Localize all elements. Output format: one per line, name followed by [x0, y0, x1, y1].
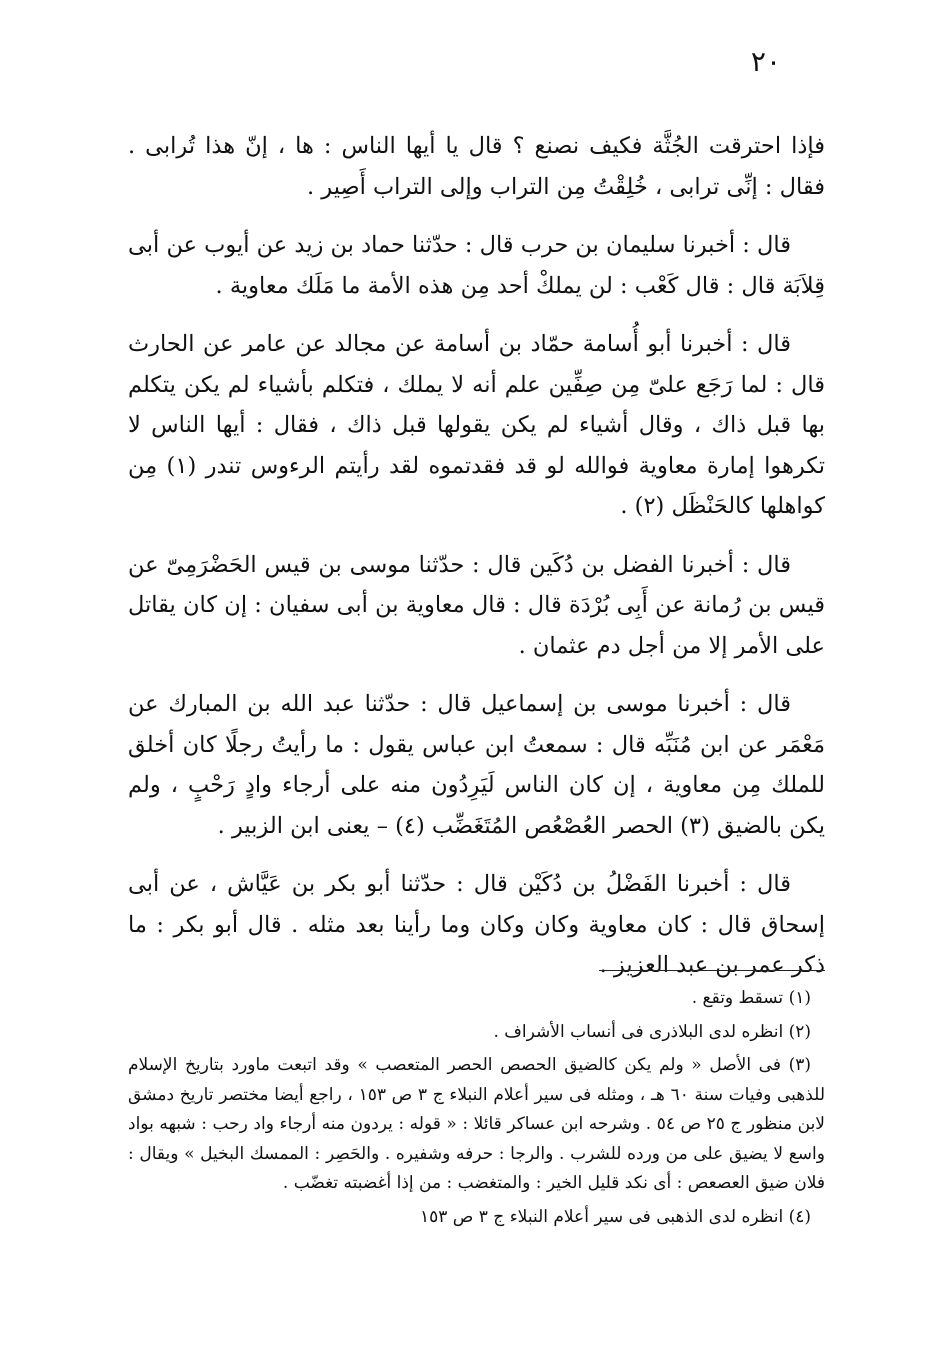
- footnote-1: (١) تسقط وتقع .: [691, 988, 811, 1008]
- footnote-2: (٢) انظره لدى البلاذرى فى أنساب الأشراف .: [493, 1021, 811, 1042]
- footnote-4: (٤) انظره لدى الذهبى فى سير أعلام النبلاء ج ٣ ص ١٥٣: [419, 1206, 811, 1227]
- page-number: ٢٠: [750, 45, 781, 78]
- footnotes: [128, 984, 825, 1236]
- main-text: [128, 126, 825, 1004]
- paragraph-4: قال : أخبرنا الفضل بن دُكَين قال : حدّثنا موسى بن قيس الحَضْرَمِىّ عن قيس بن رُمانة عن أَبِى بُرْدَة قال : قال معاوية بن أبى سفيان : إن كان يقاتل على الأمر إلا من أجل دم عثمان .: [128, 551, 825, 659]
- paragraph-6: قال : أخبرنا الفَضْلُ بن دُكَيْن قال : حدّثنا أبو بكر بن عَيَّاش ، عن أبى إسحاق قال : كان معاوية وكان وكان وما رأينا بعد مثله . قال أبو بكر : ما ذكر عمر بن عبد العزيز .: [128, 871, 825, 978]
- paragraph-2: قال : أخبرنا سليمان بن حرب قال : حدّثنا حماد بن زيد عن أيوب عن أبى قِلاَبَة قال : قال كَعْب : لن يملكْ أحد مِن هذه الأمة ما مَلَك معاوية .: [128, 232, 825, 299]
- footnote-3: (٣) فى الأصل « ولم يكن كالضيق الحصص الحصر المتعصب » وقد اتبعت ماورد بتاريخ الإسلام للذهبى وفيات سنة ٦٠ هـ ، ومثله فى سير أعلام النبلاء ج ٣ ص ١٥٣ ، راجع أيضا مختصر تاريخ دمشق لابن منظور ج ٢٥ ص ٥٤ . وشرحه ابن عساكر قائلا : « قوله : يردون منه أرجاء واد رحب : شبهه بواد واسع لا يضيق على من ورده للشرب . والرجا : حرفه وشفيره . والحَصِر : الممسك البخيل » ويقال : فلان ضيق العصعص : أى نكد قليل الخير : والمتغضب : من إذا أغضبته تغضّب .: [128, 1055, 825, 1193]
- footnote-divider: [599, 970, 825, 971]
- paragraph-3: قال : أخبرنا أبو أُسامة حمّاد بن أسامة عن مجالد عن عامر عن الحارث قال : لما رَجَع علىّ مِن صِفِّين علم أنه لا يملك ، فتكلم بأشياء لم يكن يتكلم بها قبل ذاك ، وقال أشياء لم يكن يقولها قبل ذاك ، فقال : أيها الناس لا تكرهوا إمارة معاوية فوالله لو قد فقدتموه لقد رأيتم الرءوس تندر (١) مِن كواهلها كالحَنْظَل (٢) .: [128, 331, 825, 519]
- paragraph-5: قال : أخبرنا موسى بن إسماعيل قال : حدّثنا عبد الله بن المبارك عن مَعْمَر عن ابن مُنَبِّه قال : سمعتُ ابن عباس يقول : ما رأيتُ رجلًا كان أخلق للملك مِن معاوية ، إن كان الناس لَيَرِدُون منه على أرجاء وادٍ رَحْبٍ ، ولم يكن بالضيق (٣) الحصر العُصْعُص المُتَغَضِّب (٤) – يعنى ابن الزبير .: [128, 691, 825, 839]
- paragraph-1: فإذا احترقت الجُثَّة فكيف نصنع ؟ قال يا أيها الناس : ها ، إنّ هذا تُرابى . فقال : إنِّى ترابى ، خُلِقْتُ مِن التراب وإلى التراب أَصِير .: [128, 133, 825, 200]
